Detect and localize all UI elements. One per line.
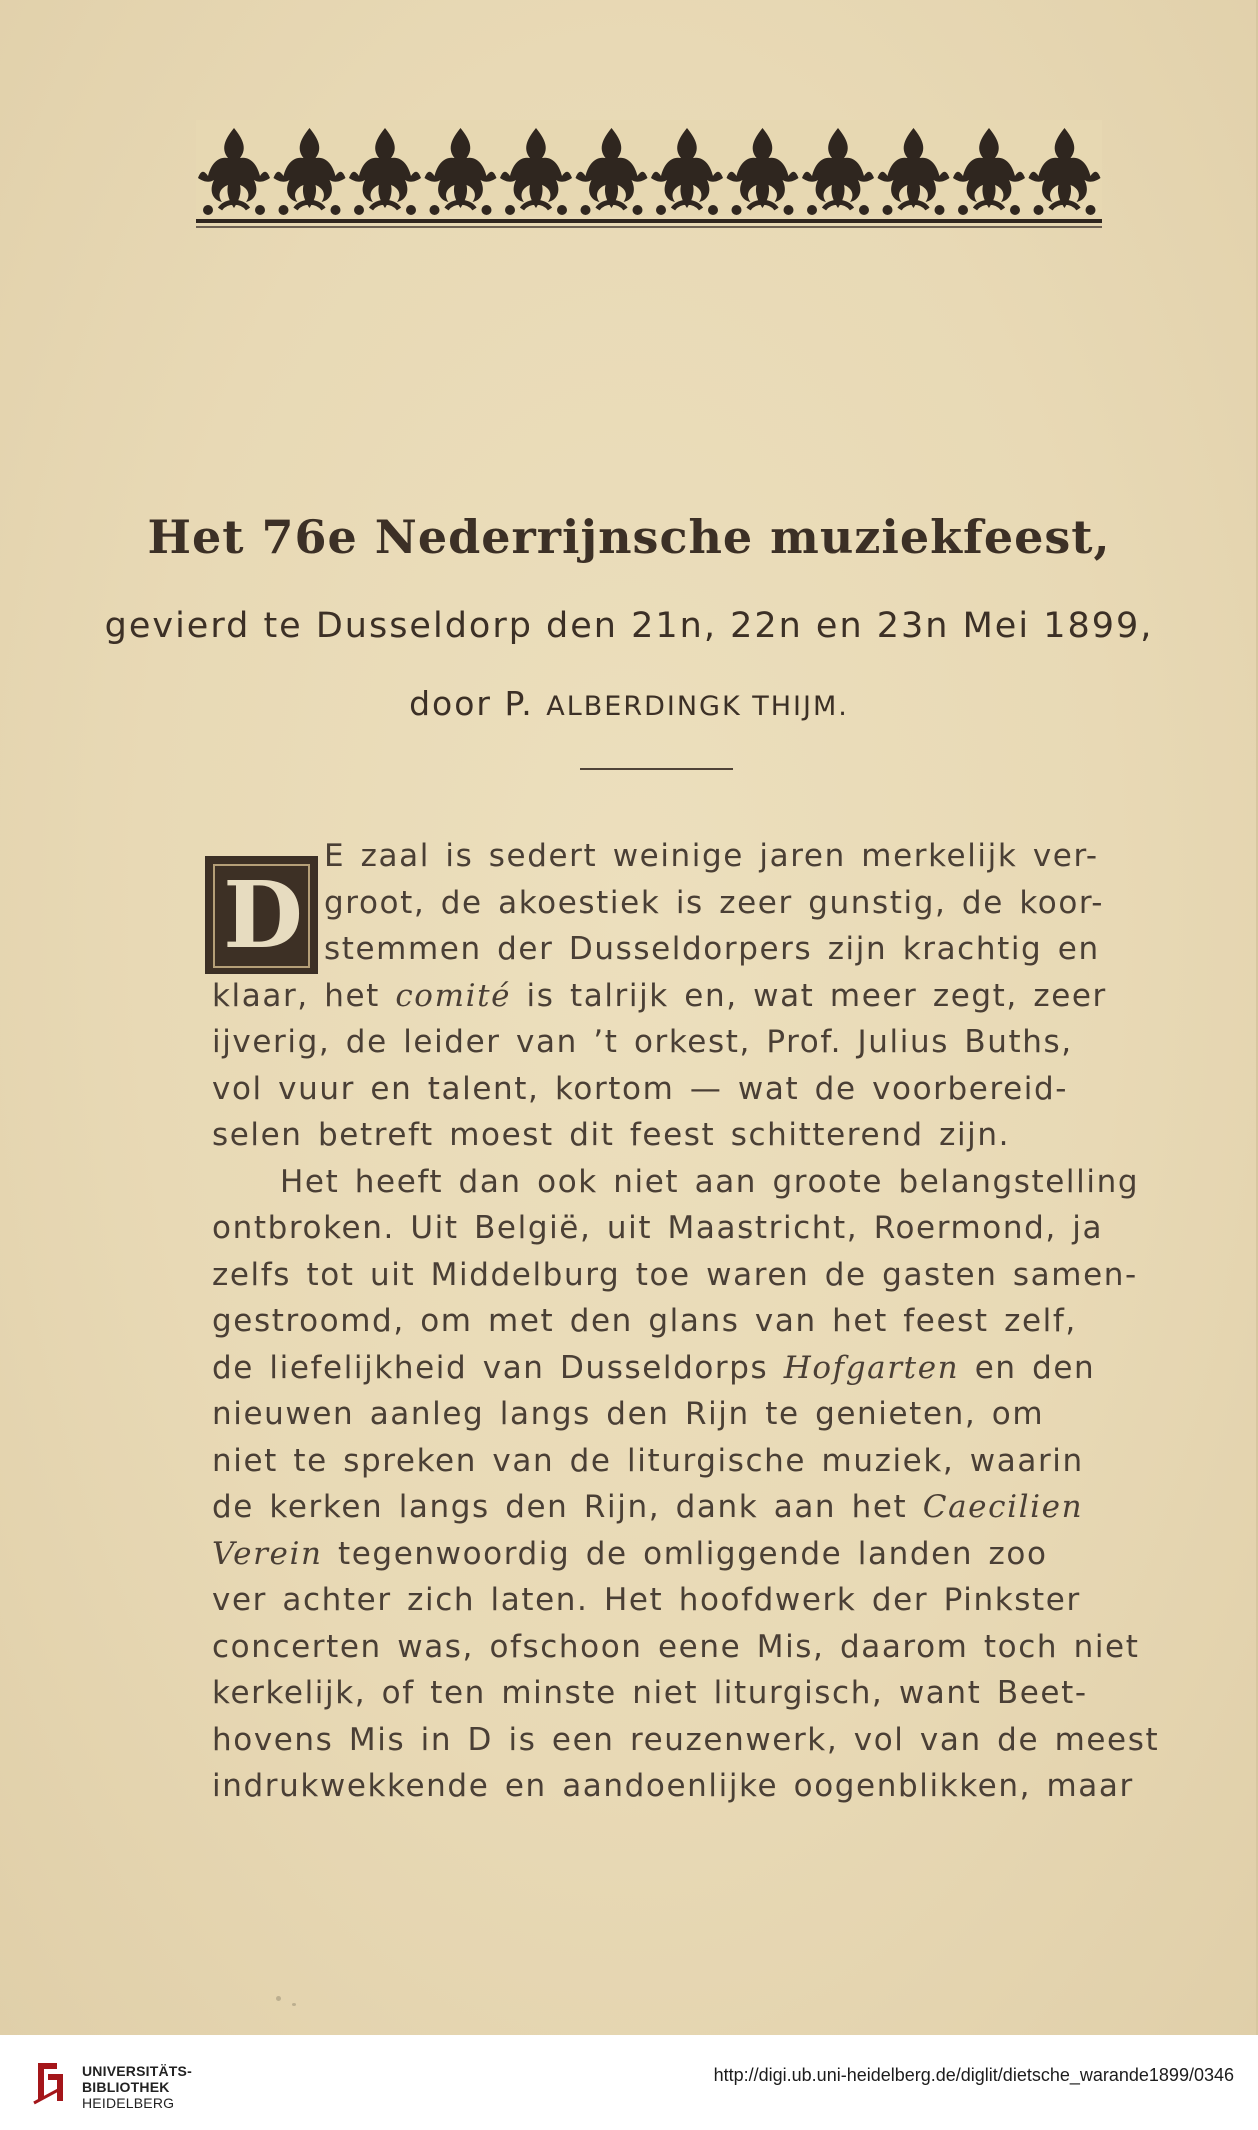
text-line-14: niet te spreken van de liturgische muziek, waarin (212, 1442, 1084, 1479)
university-library-logo[interactable] (20, 2045, 195, 2115)
text-line-10: zelfs tot uit Middelburg toe waren de gasten samen- (212, 1256, 1138, 1293)
decorative-header-ornament (196, 120, 1102, 232)
text-line-12-italic: Hofgarten (783, 1349, 960, 1386)
text-line-12-part-b: en den (959, 1349, 1096, 1386)
article-title: Het 76e Nederrijnsche muziekfeest, (147, 510, 1111, 564)
text-line-20: hovens Mis in D is een reuzenwerk, vol van de meest (212, 1721, 1160, 1758)
text-line-1-content: E zaal is sedert weinige jaren merkelijk ver- (324, 838, 1099, 874)
text-line-13: nieuwen aanleg langs den Rijn te genieten, om (212, 1396, 1045, 1432)
text-line-1 (212, 833, 1115, 880)
text-line-7: selen betreft moest dit feest schitterend zijn. (212, 1117, 1011, 1153)
text-line-5: ijverig, de leider van ’t orkest, Prof. Julius Buths, (212, 1024, 1073, 1060)
text-line-4-part-b: is talrijk en, wat meer zegt, zeer (511, 977, 1107, 1014)
text-line-15-italic: Caecilien (922, 1489, 1084, 1525)
text-line-11: gestroomd, om met den glans van het feest zelf, (212, 1303, 1077, 1339)
body-text (212, 833, 1160, 1810)
text-line-12 (212, 1345, 1115, 1392)
text-line-21: indrukwekkende en aandoenlijke oogenblikken, maar (212, 1768, 1134, 1804)
title-divider (580, 768, 733, 770)
drop-cap-letter: D (223, 861, 303, 969)
text-line-16 (212, 1531, 1115, 1578)
text-line-19: kerkelijk, of ten minste niet liturgisch, want Beet- (212, 1675, 1088, 1711)
text-line-15 (212, 1484, 1115, 1531)
text-line-9: ontbroken. Uit België, uit Maastricht, Roermond, ja (212, 1210, 1104, 1246)
text-line-6: vol vuur en talent, kortom — wat de voorbereid- (212, 1070, 1069, 1107)
text-line-17: ver achter zich laten. Het hoofdwerk der Pinkster (212, 1582, 1081, 1618)
text-line-2-content: groot, de akoestiek is zeer gunstig, de koor- (324, 884, 1105, 921)
digital-library-footer (0, 2035, 1258, 2130)
source-url-link[interactable]: http://digi.ub.uni-heidelberg.de/diglit/dietsche_warande1899/0346 (713, 2065, 1234, 2085)
text-line-3 (212, 926, 1115, 973)
text-line-15-part-a: de kerken langs den Rijn, dank aan het (212, 1489, 923, 1525)
text-line-4-part-a: klaar, het (212, 977, 396, 1014)
author-prefix: door P. (409, 684, 534, 723)
heidelberg-library-logo-icon (30, 2059, 70, 2105)
text-line-12-part-a: de liefelijkheid van Dusseldorps (212, 1349, 784, 1386)
text-line-4-italic: comité (395, 977, 512, 1014)
text-line-16-part-b: tegenwoordig de omliggende landen zoo (322, 1535, 1048, 1572)
ornament-icon (196, 120, 1102, 232)
author-line (0, 684, 1258, 723)
logo-line-1: UNIVERSITÄTS- (82, 2063, 192, 2079)
text-line-2 (212, 880, 1115, 927)
text-line-16-italic: Verein (212, 1535, 323, 1572)
text-line-3-content: stemmen der Dusseldorpers zijn krachtig en (324, 931, 1100, 967)
logo-line-3: HEIDELBERG (82, 2095, 175, 2111)
article-subtitle: gevierd te Dusseldorp den 21n, 22n en 23n Mei 1899, (104, 606, 1154, 646)
library-name (82, 2063, 200, 2111)
paper-spot (276, 1996, 281, 2001)
text-line-4 (212, 973, 1115, 1020)
paper-spot (292, 2003, 296, 2006)
text-line-18: concerten was, ofschoon eene Mis, daarom toch niet (212, 1628, 1140, 1665)
text-line-8: Het heeft dan ook niet aan groote belangstelling (280, 1163, 1140, 1200)
author-name: ALBERDINGK THIJM. (546, 691, 849, 722)
logo-line-2: BIBLIOTHEK (82, 2079, 170, 2095)
